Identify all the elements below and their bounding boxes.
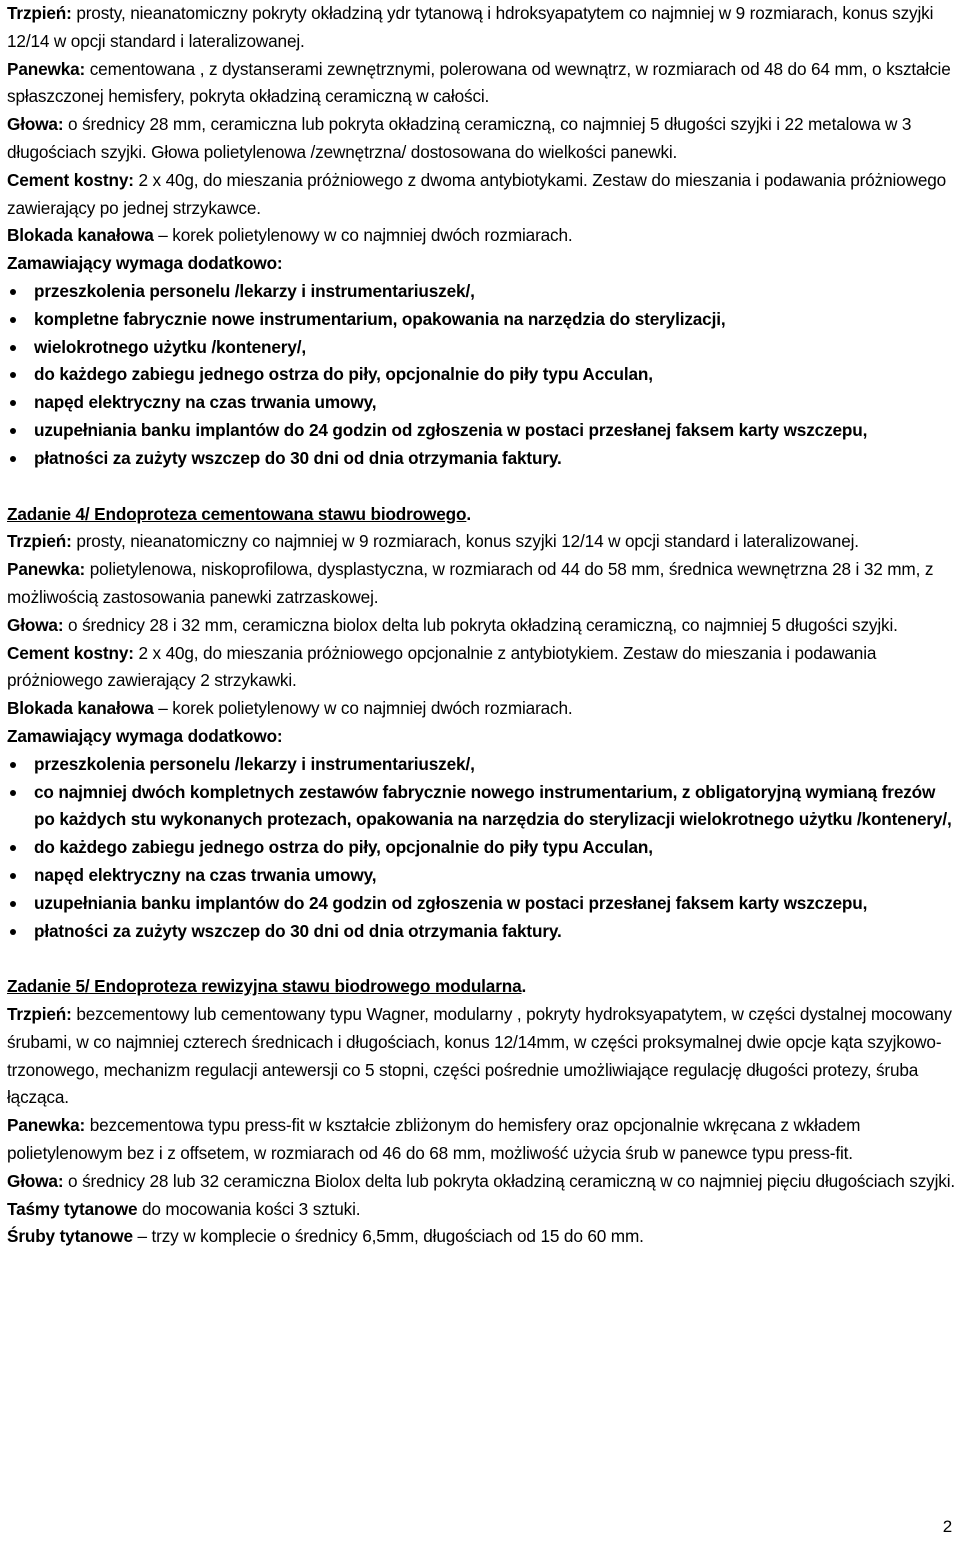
stem-text: prosty, nieanatomiczny pokryty okładziną ydr tytanową i hdroksyapatytem co najmniej w 9 rozmiarach, konus szyjki 12/14 w opcji standard i lateralizowanej.	[7, 3, 934, 51]
head-spec	[7, 612, 957, 640]
canal-block-spec	[7, 695, 957, 723]
cement-spec	[7, 167, 957, 223]
head-label: Głowa:	[7, 614, 64, 635]
cup-text: cementowana , z dystanserami zewnętrznymi, polerowana od wewnątrz, w rozmiarach od 48 do 64 mm, o kształcie spłaszczonej hemisfery, pokryta okładziną ceramiczną w całości.	[7, 58, 951, 107]
cup-text: polietylenowa, niskoprofilowa, dysplastyczna, w rozmiarach od 44 do 58 mm, średnica wewnętrzna 28 i 32 mm, z możliwością zastosowania panewki zatrzaskowej.	[7, 559, 934, 607]
requirements-list	[7, 278, 957, 473]
titanium-tapes-spec	[7, 1196, 957, 1224]
stem-label: Trzpień:	[7, 531, 72, 552]
list-item: przeszkolenia personelu /lekarzy i instrumentariuszek/,	[7, 278, 957, 306]
list-item: płatności za zużyty wszczep do 30 dni od dnia otrzymania faktury.	[7, 445, 957, 473]
cement-label: Cement kostny:	[7, 169, 134, 190]
titanium-screws-text: – trzy w komplecie o średnicy 6,5mm, długościach od 15 do 60 mm.	[132, 1226, 644, 1247]
page-number: 2	[942, 1517, 952, 1536]
titanium-tapes-text: do mocowania kości 3 sztuki.	[137, 1198, 361, 1219]
list-item: uzupełniania banku implantów do 24 godzin od zgłoszenia w postaci przesłanej faksem karty wszczepu,	[7, 890, 957, 918]
cement-text: 2 x 40g, do mieszania próżniowego z dwoma antybiotykami. Zestaw do mieszania i podawania próżniowego zawierający po jednej strzykawce.	[7, 169, 947, 218]
document-page	[7, 0, 957, 1251]
stem-spec	[7, 1001, 957, 1112]
titanium-screws-label: Śruby tytanowe	[7, 1226, 133, 1247]
cement-label: Cement kostny:	[7, 642, 134, 663]
canal-block-label: Blokada kanałowa	[7, 698, 154, 719]
cement-text: 2 x 40g, do mieszania próżniowego opcjonalnie z antybiotykiem. Zestaw do mieszania i podawania próżniowego zawierający 2 strzykawki.	[7, 642, 877, 691]
list-item: do każdego zabiegu jednego ostrza do piły, opcjonalnie do piły typu Acculan,	[7, 834, 957, 862]
list-item: napęd elektryczny na czas trwania umowy,	[7, 389, 957, 417]
head-text: o średnicy 28 lub 32 ceramiczna Biolox delta lub pokryta okładziną ceramiczną w co najmniej pięciu długościach szyjki.	[63, 1170, 956, 1191]
stem-spec	[7, 528, 957, 556]
canal-block-text: – korek polietylenowy w co najmniej dwóch rozmiarach.	[153, 698, 573, 719]
list-item: co najmniej dwóch kompletnych zestawów fabrycznie nowego instrumentarium, z obligatoryjną wymianą frezów po każdych stu wykonanych protezach, opakowania na narzędzia do sterylizacji wielokrotnego użytku /kontenery/,	[7, 779, 957, 835]
cup-label: Panewka:	[7, 58, 86, 79]
list-item: kompletne fabrycznie nowe instrumentarium, opakowania na narzędzia do sterylizacji,	[7, 306, 957, 334]
stem-text: prosty, nieanatomiczny co najmniej w 9 rozmiarach, konus szyjki 12/14 w opcji standard i lateralizowanej.	[71, 531, 859, 552]
titanium-tapes-label: Taśmy tytanowe	[7, 1198, 138, 1219]
stem-spec	[7, 0, 957, 56]
stem-label: Trzpień:	[7, 3, 72, 23]
list-item: napęd elektryczny na czas trwania umowy,	[7, 862, 957, 890]
cup-spec	[7, 1112, 957, 1168]
stem-text: bezcementowy lub cementowany typu Wagner, modularny , pokryty hydroksyapatytem, w części dystalnej mocowany śrubami, w co najmniej czterech średnicach i długościach, konus 12/14mm, w części proksymalnej dwie opcje kąta szyjkowo-trzonowego, mechanizm regulacji antewersji co 5 stopni, części pośrednie umożliwiające regulację długości protezy, śruba łącząca.	[7, 1004, 952, 1108]
requirements-list	[7, 751, 957, 946]
task-4-heading: Zadanie 4/ Endoproteza cementowana stawu biodrowego.	[7, 503, 471, 524]
requirements-heading: Zamawiający wymaga dodatkowo:	[7, 725, 283, 746]
canal-block-label: Blokada kanałowa	[7, 225, 154, 246]
cup-spec	[7, 56, 957, 112]
head-text: o średnicy 28 mm, ceramiczna lub pokryta okładziną ceramiczną, co najmniej 5 długości szyjki i 22 metalowa w 3 długościach szyjki. Głowa polietylenowa /zewnętrzna/ dostosowana do wielkości panewki.	[7, 114, 912, 162]
titanium-screws-spec	[7, 1223, 957, 1251]
list-item: płatności za zużyty wszczep do 30 dni od dnia otrzymania faktury.	[7, 918, 957, 946]
list-item: wielokrotnego użytku /kontenery/,	[7, 334, 957, 362]
cup-spec	[7, 556, 957, 612]
head-spec	[7, 111, 957, 167]
requirements-heading: Zamawiający wymaga dodatkowo:	[7, 253, 283, 274]
task-5-title: Zadanie 5/ Endoproteza rewizyjna stawu biodrowego modularna	[7, 976, 522, 997]
head-label: Głowa:	[7, 114, 64, 135]
task-4-title: Zadanie 4/ Endoproteza cementowana stawu biodrowego	[7, 503, 467, 524]
cup-label: Panewka:	[7, 559, 86, 580]
list-item: przeszkolenia personelu /lekarzy i instrumentariuszek/,	[7, 751, 957, 779]
cup-label: Panewka:	[7, 1115, 86, 1136]
list-item: do każdego zabiegu jednego ostrza do piły, opcjonalnie do piły typu Acculan,	[7, 361, 957, 389]
list-item: uzupełniania banku implantów do 24 godzin od zgłoszenia w postaci przesłanej faksem karty wszczepu,	[7, 417, 957, 445]
canal-block-spec	[7, 222, 957, 250]
canal-block-text: – korek polietylenowy w co najmniej dwóch rozmiarach.	[153, 225, 573, 246]
cement-spec	[7, 640, 957, 696]
head-text: o średnicy 28 i 32 mm, ceramiczna biolox delta lub pokryta okładziną ceramiczną, co najmniej 5 długości szyjki.	[63, 614, 898, 635]
task-5-heading: Zadanie 5/ Endoproteza rewizyjna stawu biodrowego modularna.	[7, 976, 527, 997]
cup-text: bezcementowa typu press-fit w kształcie zbliżonym do hemisfery oraz opcjonalnie wkręcana z wkładem polietylenowym bez i z offsetem, w rozmiarach od 46 do 68 mm, możliwość użycia śrub w panewce typu press-fit.	[7, 1115, 861, 1164]
head-spec	[7, 1168, 957, 1196]
stem-label: Trzpień:	[7, 1004, 72, 1025]
head-label: Głowa:	[7, 1170, 64, 1191]
